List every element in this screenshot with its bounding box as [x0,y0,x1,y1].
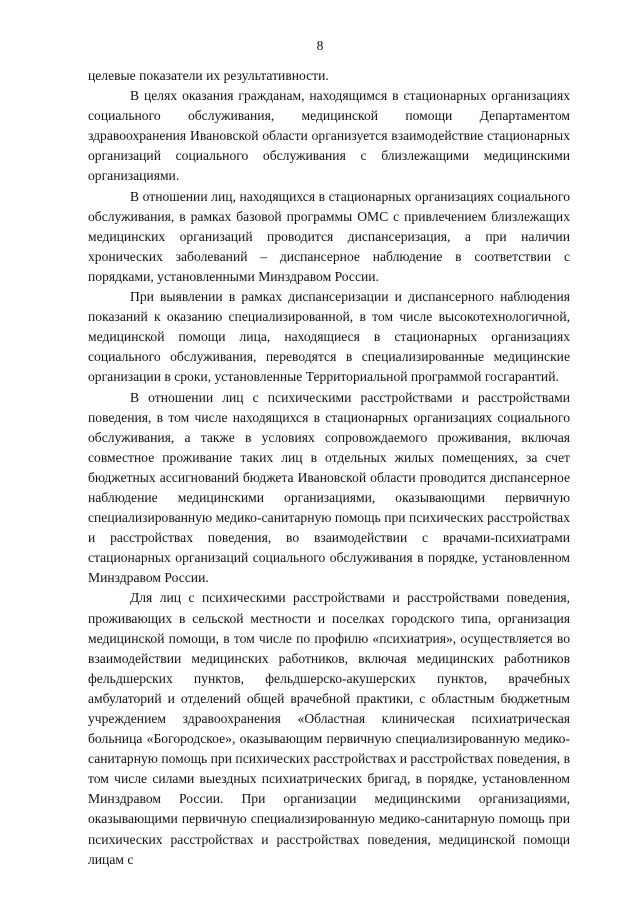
paragraph-rural-psychiatric-care: Для лиц с психическими расстройствами и расстройствами поведения, проживающих в сельской местности и поселках городского типа, организация медицинской помощи, в том числе по профилю «психиатрия», осуществляется во взаимодействии медицинских работников, включая медицинских работников фельдшерских пунктов, фельдшерско-акушерских пунктов, врачебных амбулаторий и отделений общей врачебной практики, с областным бюджетным учреждением здравоохранения «Областная клиническая психиатрическая больница «Богородское», оказывающим первичную специализированную медико-санитарную помощь при психических расстройствах и расстройствах поведения, в том числе силами выездных психиатрических бригад, в порядке, установленном Минздравом России. При организации медицинскими организациями, оказывающими первичную специализированную медико-санитарную помощь при психических расстройствах и расстройствах поведения, медицинской помощи лицам с [88,590,570,867]
paragraph-dispensarization: В отношении лиц, находящихся в стационарных организациях социального обслуживания, в рамках базовой программы ОМС с привлечением близлежащих медицинских организаций проводится диспансеризация, а при наличии хронических заболеваний – диспансерное наблюдение в соответствии с порядками, установленными Минздравом России. [88,188,570,284]
paragraph-mental-disorders-observation: В отношении лиц с психическими расстройствами и расстройствами поведения, в том числе находящихся в стационарных организациях социального обслуживания, а также в условиях сопровождаемого проживания, включая совместное проживание таких лиц в отдельных жилых помещениях, за счет бюджетных ассигнований бюджета Ивановской области проводится диспансерное наблюдение медицинскими организациями, оказывающими первичную специализированную медико-санитарную помощь при психических расстройствах и расстройствах поведения, во взаимодействии с врачами-психиатрами стационарных организаций социального обслуживания в порядке, установленном Минздравом России. [88,389,570,586]
page-number: 8 [316,38,324,53]
paragraph-social-services-interaction: В целях оказания гражданам, находящимся в стационарных организациях социального обслуживания, медицинской помощи Департаментом здравоохранения Ивановской области организуется взаимодействие стационарных организаций социального обслуживания с близлежащими медицинскими организациями. [88,88,570,184]
paragraph-specialized-care-transfer: При выявлении в рамках диспансеризации и диспансерного наблюдения показаний к оказанию специализированной, в том числе высокотехнологичной, медицинской помощи лица, находящиеся в стационарных организациях социального обслуживания, переводятся в специализированные медицинские организации в сроки, установленные Территориальной программой госгарантий. [88,289,570,385]
document-body [88,66,570,870]
paragraph-continuation: целевые показатели их результативности. [88,68,329,83]
